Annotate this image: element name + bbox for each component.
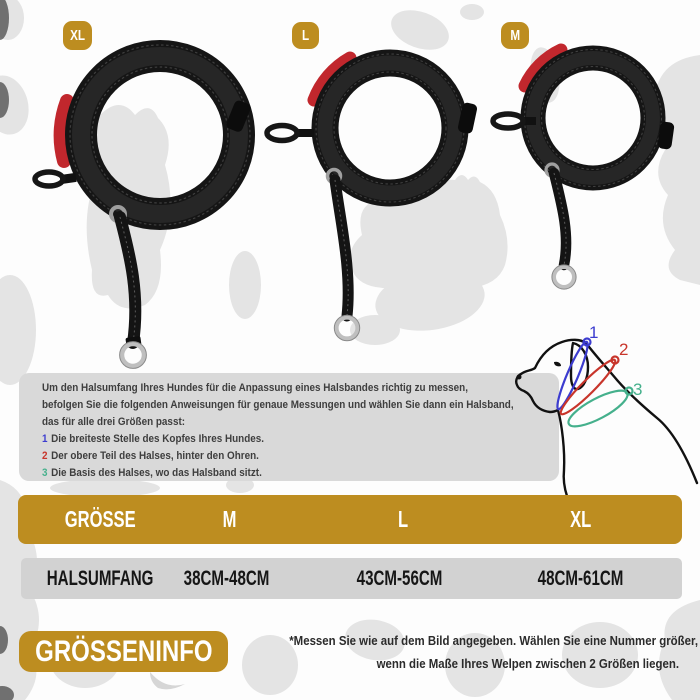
size-info-note-line-1: *Messen Sie wie auf dem Bild angegeben. Wählen Sie eine Nummer größer, [289, 633, 698, 648]
step-1-number: 1 [42, 433, 48, 445]
size-info-note-line-2: wenn die Maße Ihres Welpen zwischen 2 Größen liegen. [376, 656, 679, 671]
dog-nose [517, 375, 522, 380]
size-badge-xl-label: XL [70, 27, 85, 44]
measure-point-3-label: 3 [633, 380, 643, 399]
instruction-intro-line-2: befolgen Sie die folgenden Anweisungen für genaue Messungen und wählen Sie dann ein Halsband, [42, 399, 514, 411]
step-3-text: Die Basis des Halses, wo das Halsband sitzt. [51, 467, 262, 479]
instruction-intro-line-1: Um den Halsumfang Ihres Hundes für die Anpassung eines Halsbandes richtig zu messen, [42, 382, 468, 394]
instruction-step-3 [42, 465, 507, 482]
instruction-intro-line-3: das für alle drei Größen passt: [42, 416, 186, 428]
size-table-header-row [18, 495, 682, 544]
size-table-header-m: M [223, 506, 237, 532]
size-badge-xl [63, 21, 92, 50]
measuring-instructions-panel [19, 373, 559, 481]
step-1-text: Die breiteste Stelle des Kopfes Ihres Hundes. [51, 433, 265, 445]
dog-measurement-diagram [495, 310, 700, 500]
measure-point-1-label: 1 [589, 323, 599, 342]
instruction-step-2 [42, 448, 507, 465]
measure-point-2-label: 2 [619, 340, 629, 359]
step-3-number: 3 [42, 467, 48, 479]
dog-eye [554, 362, 561, 367]
size-table-header-xl: XL [570, 506, 592, 532]
neck-size-xl-value: 48CM-61CM [537, 566, 624, 590]
collar-photo-l [258, 25, 483, 345]
step-2-text: Der obere Teil des Halses, hinter den Ohren. [51, 450, 259, 462]
step-2-number: 2 [42, 450, 48, 462]
size-info-title: GRÖSSENINFO [34, 634, 213, 668]
size-table-header-groesse: GRÖSSE [64, 506, 136, 532]
neck-size-row-label: HALSUMFANG [46, 566, 154, 590]
size-badge-m [501, 22, 529, 49]
size-table-header-l: L [397, 506, 409, 532]
instruction-step-1 [42, 431, 507, 448]
size-info-note [228, 629, 698, 675]
size-badge-l-label: L [301, 27, 310, 44]
collar-photo-m [470, 25, 700, 325]
size-table-data-row [21, 558, 682, 599]
size-badge-l [292, 22, 319, 49]
neck-size-m-value: 38CM-48CM [184, 566, 270, 590]
collar-photo-xl [30, 25, 290, 375]
size-badge-m-label: M [510, 27, 520, 44]
neck-size-l-value: 43CM-56CM [357, 566, 443, 590]
size-info-badge [19, 631, 228, 672]
